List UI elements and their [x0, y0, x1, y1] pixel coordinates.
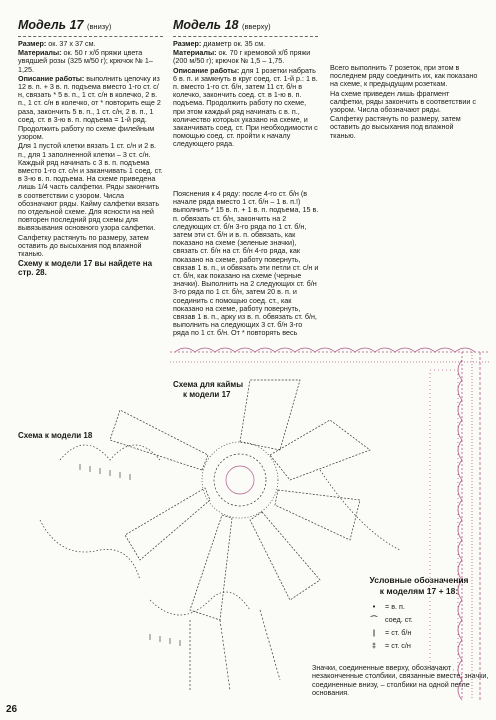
model-18-size: Размер: диаметр ок. 35 см. — [173, 39, 266, 48]
model-17-para-3: Для 1 пустой клетки вязать 1 ст. с/н и 2 в. п., для 1 заполненной клетки – 3 ст. с/н. Каждый ряд начинать с 3 в. п. подъема вместо 1-го ст. с/н и заканчивать 1 соед. ст. в 3-ю в. п. подъема. На схеме приведена лишь 1/4 часть салфетки. Ряды закончить в соответствии с узором. Числа обозначают ряды. Кайму салфетки вязать по отдельной схеме. Для ясности на ней повторен последний ряд схемы для вывязывания основного узора салфетки. — [18, 141, 163, 233]
page-number: 26 — [6, 704, 18, 715]
model-17-para-4: Салфетку растянуть по размеру, затем оставить до высыхания под влажной тканью. — [18, 232, 149, 259]
scheme-border-model-17-label: Схема для каймы к модели 17 — [173, 380, 244, 399]
legend — [345, 575, 493, 652]
legend-title: Условные обозначения к моделям 17 + 18: — [369, 575, 469, 596]
model-17-size: Размер: ок. 37 х 37 см. — [18, 39, 96, 48]
model-18-description: Описание работы: для 1 розетки набрать 6 в. п. и замкнуть в круг соед. ст. 1-й р.: 1 в. п. вместо 1-го ст. б/н, затем 11 ст. б/н в колечко, закончить соед. ст. в 1-ю в. п. подъема. Продолжить работу по схеме, при этом каждый ряд начинать с в. п., количество которых указано на схеме, и заканчивать соед. ст. При необходимости с помощью соед. ст. пройти к началу следующего ряда. — [173, 65, 318, 149]
model-18-title-word: Модель — [173, 18, 222, 32]
model-18-para-4: На схеме приведен лишь фрагмент салфетки, ряды закончить в соответствии с узором. Числа обозначают ряды. — [330, 88, 476, 115]
model-18-para-2: Пояснения к 4 ряду: после 4-го ст. б/н (в начале ряда вместо 1 ст. б/н – 1 в. п.!) выполнить * 15 в. п. + 1 в. п. подъема, 15 в. п. обвязать ст. б/н, закончить на 2 следующих ст. б/н 3-го ряда по 1 ст. б/н, затем эти ст. б/н и в. п. обвязать, как показано на схеме (зеленые значки), связать ст. б/н на ст. б/н 4-го ряда, как показано на схеме, работу повернуть, связав 1 в. п., и обвязать эти петли ст. с/н и ст. б/н, как показано на схеме (черные значки). Выполнить на 2 следующих ст. б/н 3-го ряда по 1 ст. б/н, затем 20 в. п. и соединить с помощью соед. ст., как показано на схеме, работу повернуть, связав 1 в. п., арку из в. п. обвязать ст. б/н, выполнить на следующих 3 ст. б/н 3-го ряда по 1 ст. б/н. От * повторять весь — [173, 190, 319, 338]
model-17-position: (внизу) — [86, 22, 112, 31]
model-18-number: 18 — [224, 18, 239, 32]
model-18-position: (вверху) — [241, 22, 271, 31]
legend-item-slip: ⌒ соед. ст. — [345, 613, 493, 626]
double-crochet-icon: ‡ — [372, 641, 376, 650]
model-17-title-word: Модель — [18, 18, 67, 32]
model-17-scheme-ref: Схему к модели 17 вы найдете на стр. 28. — [18, 259, 153, 278]
slip-stitch-icon: ⌒ — [370, 615, 378, 624]
chain-stitch-icon: • — [372, 602, 376, 611]
legend-item-dc: ‡ = ст. с/н — [345, 639, 493, 652]
model-18-para-3: Всего выполнить 7 розеток, при этом в последнем ряду соединить их, как показано на схеме, к предыдущим розеткам. — [330, 63, 478, 89]
scheme-model-18-label: Схема к модели 18 — [18, 431, 93, 440]
model-18-materials: Материалы: ок. 70 г кремовой х/б пряжи (200 м/50 г); крючок № 1,5 – 1,75. — [173, 48, 311, 66]
model-17-materials: Материалы: ок. 50 г х/б пряжи цвета увядшей розы (325 м/50 г); крючок № 1–1,25. — [18, 48, 153, 74]
legend-item-chain: • = в. п. — [345, 600, 493, 613]
legend-note: Значки, соединенные вверху, обозначают незаконченные столбики, связанные вместе; значки, соединенные внизу, – столбики на одной петле основания. — [312, 663, 489, 698]
model-17-para-2: Продолжить работу по схеме филейным узором. — [18, 124, 155, 142]
model-18-para-5: Салфетку растянуть по размеру, затем оставить до высыхания под влажной тканью. — [330, 114, 461, 140]
model-17-description: Описание работы: выполнить цепочку из 12 в. п. + 3 в. п. подъема вместо 1-го ст. с/н, связать * 5 в. п., 1 ст. с/н в колечко, 2 в. п., 1 ст. с/н в колечко, от * повторить еще 2 раза, закончить 5 в. п., 1 ст. с/н, 2 в. п., 1 соед. ст. в 3-ю в. п. подъема = 1-й ряд. — [18, 73, 161, 124]
model-17-number: 17 — [69, 18, 84, 32]
legend-item-sc: | = ст. б/н — [345, 626, 493, 639]
single-crochet-icon: | — [372, 628, 375, 637]
